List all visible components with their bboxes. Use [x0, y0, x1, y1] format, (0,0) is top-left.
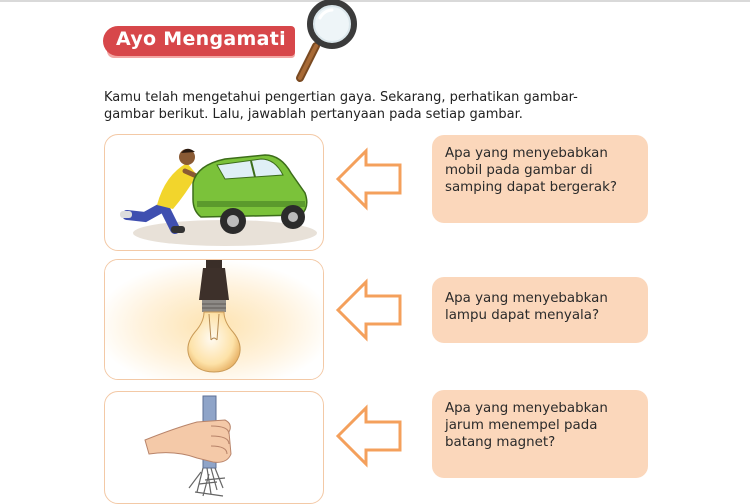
intro-line-1: Kamu telah mengetahui pengertian gaya. Sekarang, perhatikan gambar-	[104, 90, 578, 105]
magnifier-icon	[290, 0, 362, 84]
question-line: mobil pada gambar di	[445, 163, 593, 178]
question-bubble-bulb	[432, 277, 648, 343]
question-line: Apa yang menyebabkan	[445, 291, 608, 306]
intro-line-2: gambar berikut. Lalu, jawablah pertanyaan pada setiap gambar.	[104, 107, 523, 122]
question-line: batang magnet?	[445, 435, 556, 450]
left-arrow-icon	[334, 404, 404, 468]
person-pushing-car-illustration	[105, 135, 323, 250]
section-title: Ayo Mengamati	[116, 28, 286, 50]
intro-paragraph	[104, 89, 644, 123]
question-bubble-car	[432, 135, 648, 223]
question-line: jarum menempel pada	[445, 418, 598, 433]
top-divider	[0, 0, 750, 2]
left-arrow-icon	[334, 278, 404, 342]
question-line: Apa yang menyebabkan	[445, 146, 608, 161]
illustration-box-car	[104, 134, 324, 251]
glowing-light-bulb-illustration	[105, 260, 323, 379]
question-line: samping dapat bergerak?	[445, 180, 617, 195]
left-arrow-icon	[334, 147, 404, 211]
illustration-box-bulb	[104, 259, 324, 380]
question-line: lampu dapat menyala?	[445, 308, 600, 323]
illustration-box-magnet	[104, 391, 324, 504]
question-line: Apa yang menyebabkan	[445, 401, 608, 416]
hand-holding-magnet-illustration	[105, 392, 323, 503]
question-bubble-magnet	[432, 390, 648, 478]
